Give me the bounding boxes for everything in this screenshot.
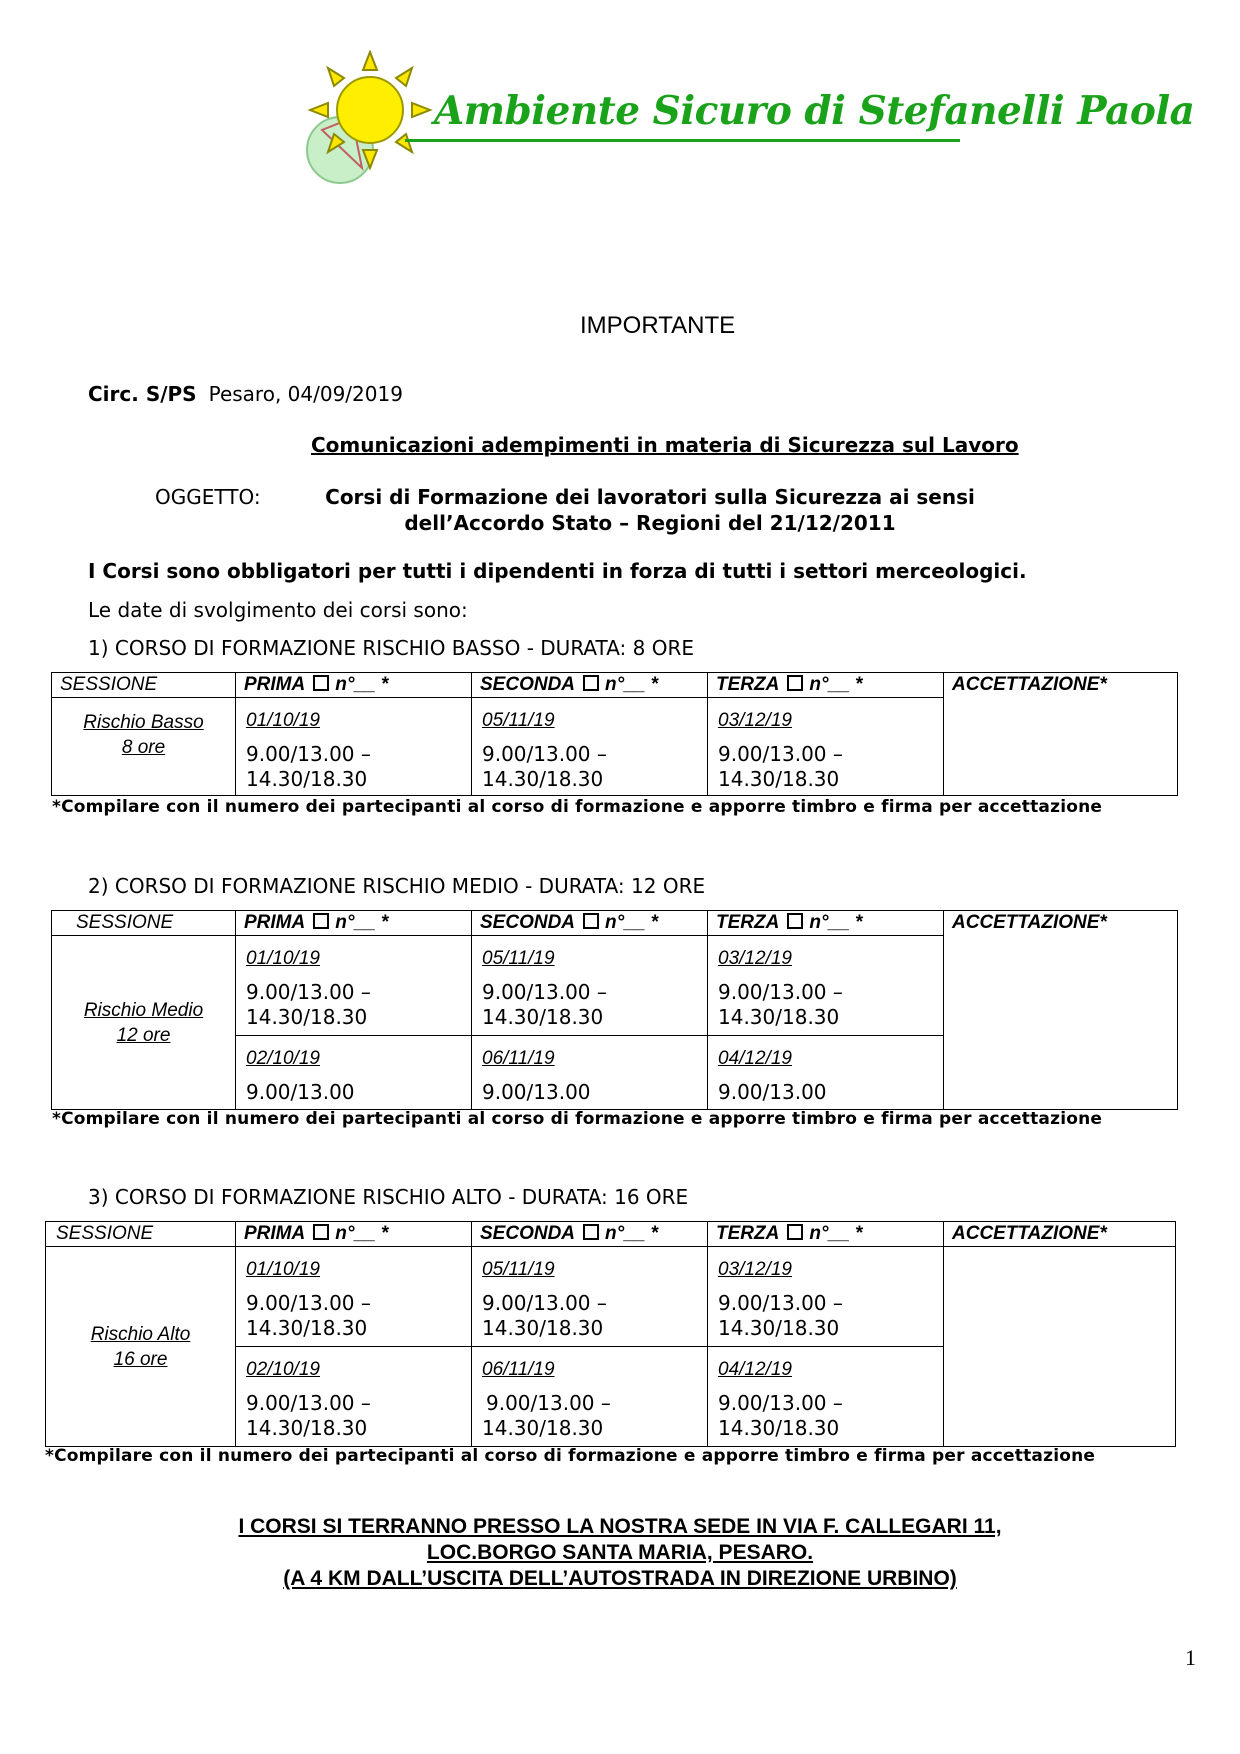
checkbox-prima[interactable]	[313, 675, 329, 691]
schedule-table-basso	[51, 672, 1178, 796]
venue-notice	[150, 1514, 1090, 1592]
terza-cell: 03/12/19 9.00/13.00 – 14.30/18.30	[708, 936, 944, 1036]
place-date: Pesaro, 04/09/2019	[208, 382, 403, 406]
header-terza: TERZA n°__ *	[708, 1222, 944, 1247]
checkbox-prima[interactable]	[313, 1224, 329, 1240]
terza-cell: 04/12/19 9.00/13.00 – 14.30/18.30	[708, 1347, 944, 1447]
terza-cell: 03/12/19 9.00/13.00 – 14.30/18.30	[708, 1247, 944, 1347]
header-prima: PRIMA n°__ *	[236, 911, 472, 936]
header-accettazione: ACCETTAZIONE*	[944, 1222, 1176, 1247]
subject-label: OGGETTO:	[155, 485, 261, 509]
subject-line-1: Corsi di Formazione dei lavoratori sulla Sicurezza ai sensi	[325, 485, 975, 509]
prima-cell: 01/10/19 9.00/13.00 – 14.30/18.30	[236, 936, 472, 1036]
header-seconda: SECONDA n°__ *	[472, 911, 708, 936]
seconda-cell: 05/11/19 9.00/13.00 – 14.30/18.30	[472, 936, 708, 1036]
seconda-cell: 06/11/19 9.00/13.00 – 14.30/18.30	[472, 1347, 708, 1447]
header-prima: PRIMA n°__ *	[236, 673, 472, 698]
subject-text	[300, 484, 1000, 536]
checkbox-terza[interactable]	[787, 1224, 803, 1240]
page-number: 1	[1185, 1645, 1196, 1670]
compile-note: *Compilare con il numero dei partecipanti al corso di formazione e apporre timbro e firma per accettazione	[52, 797, 1103, 817]
logo-underline	[405, 139, 960, 142]
prima-cell: 01/10/19 9.00/13.00 – 14.30/18.30	[236, 698, 472, 796]
course-title-alto: 3) CORSO DI FORMAZIONE RISCHIO ALTO - DURATA: 16 ORE	[88, 1185, 689, 1209]
compile-note: *Compilare con il numero dei partecipanti al corso di formazione e apporre timbro e firma per accettazione	[45, 1446, 1096, 1466]
header-sessione: SESSIONE	[52, 911, 236, 936]
dates-intro: Le date di svolgimento dei corsi sono:	[88, 598, 468, 622]
session-cell-basso: Rischio Basso 8 ore	[52, 698, 236, 796]
seconda-cell: 06/11/19 9.00/13.00	[472, 1036, 708, 1110]
checkbox-seconda[interactable]	[583, 675, 599, 691]
prima-cell: 02/10/19 9.00/13.00	[236, 1036, 472, 1110]
logo-wordmark: Ambiente Sicuro di Stefanelli Paola	[434, 88, 1195, 134]
checkbox-seconda[interactable]	[583, 1224, 599, 1240]
venue-line-3: (A 4 KM DALL’USCITA DELL’AUTOSTRADA IN DIREZIONE URBINO)	[283, 1567, 957, 1590]
prima-cell: 01/10/19 9.00/13.00 – 14.30/18.30	[236, 1247, 472, 1347]
course-title-medio: 2) CORSO DI FORMAZIONE RISCHIO MEDIO - DURATA: 12 ORE	[88, 874, 706, 898]
acceptance-cell[interactable]	[944, 1247, 1176, 1447]
company-logo	[300, 50, 440, 190]
terza-cell: 03/12/19 9.00/13.00 – 14.30/18.30	[708, 698, 944, 796]
checkbox-seconda[interactable]	[583, 913, 599, 929]
schedule-table-alto	[45, 1221, 1176, 1447]
compile-note: *Compilare con il numero dei partecipanti al corso di formazione e apporre timbro e firma per accettazione	[52, 1109, 1103, 1129]
header-terza: TERZA n°__ *	[708, 673, 944, 698]
header-prima: PRIMA n°__ *	[236, 1222, 472, 1247]
venue-line-1: I CORSI SI TERRANNO PRESSO LA NOSTRA SEDE IN VIA F. CALLEGARI 11,	[238, 1515, 1002, 1538]
circular-code: Circ. S/PS	[88, 382, 197, 406]
seconda-cell: 05/11/19 9.00/13.00 – 14.30/18.30	[472, 698, 708, 796]
schedule-table-medio	[51, 910, 1178, 1110]
subject-line-2: dell’Accordo Stato – Regioni del 21/12/2011	[404, 511, 896, 535]
checkbox-prima[interactable]	[313, 913, 329, 929]
checkbox-terza[interactable]	[787, 675, 803, 691]
circular-reference	[88, 382, 403, 406]
seconda-cell: 05/11/19 9.00/13.00 – 14.30/18.30	[472, 1247, 708, 1347]
header-seconda: SECONDA n°__ *	[472, 1222, 708, 1247]
header-terza: TERZA n°__ *	[708, 911, 944, 936]
prima-cell: 02/10/19 9.00/13.00 – 14.30/18.30	[236, 1347, 472, 1447]
header-accettazione[interactable]: ACCETTAZIONE*	[944, 911, 1178, 1110]
header-seconda: SECONDA n°__ *	[472, 673, 708, 698]
header-sessione: SESSIONE	[46, 1222, 236, 1247]
session-cell-alto: Rischio Alto 16 ore	[46, 1247, 236, 1447]
checkbox-terza[interactable]	[787, 913, 803, 929]
course-title-basso: 1) CORSO DI FORMAZIONE RISCHIO BASSO - DURATA: 8 ORE	[88, 636, 694, 660]
mandatory-notice: I Corsi sono obbligatori per tutti i dipendenti in forza di tutti i settori merceologici.	[88, 559, 1027, 583]
session-cell-medio: Rischio Medio 12 ore	[52, 936, 236, 1110]
header-accettazione[interactable]: ACCETTAZIONE*	[944, 673, 1178, 796]
venue-line-2: LOC.BORGO SANTA MARIA, PESARO.	[426, 1541, 814, 1564]
page-heading: IMPORTANTE	[580, 312, 736, 339]
communication-title: Comunicazioni adempimenti in materia di Sicurezza sul Lavoro	[311, 433, 1019, 457]
terza-cell: 04/12/19 9.00/13.00	[708, 1036, 944, 1110]
header-sessione: SESSIONE	[52, 673, 236, 698]
